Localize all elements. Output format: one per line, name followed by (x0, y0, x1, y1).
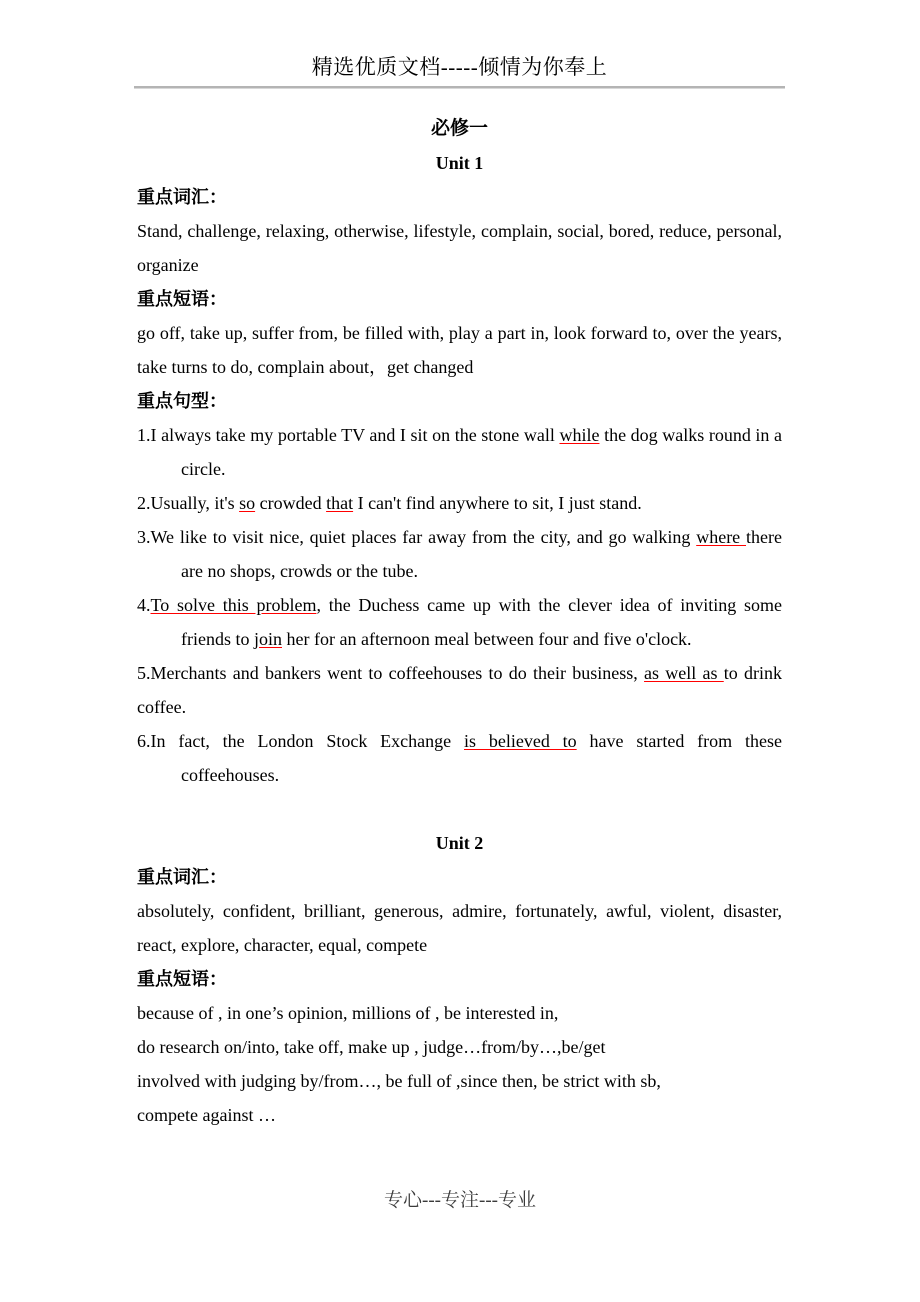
unit-2-phrases-list (137, 996, 782, 1132)
sentence-text-run: We like to visit nice, quiet places far away from the city, and go walking (150, 527, 697, 547)
highlighted-grammar-phrase: as well as (644, 663, 724, 683)
sentence-text-run: Merchants and bankers went to coffeehouses to do their business, (150, 663, 645, 683)
unit-1-sentence-list (137, 418, 782, 792)
unit-2-phrase-line-3: involved with judging by/from…, be full of ,since then, be strict with sb, (137, 1071, 661, 1091)
sentence-number: 3. (137, 527, 151, 547)
sentence-text-run: I can't find anywhere to sit, I just stand. (353, 493, 642, 513)
highlighted-grammar-phrase: that (326, 493, 354, 513)
unit-1-sentence-patterns-label: 重点句型： (137, 391, 227, 411)
unit-1-phrases-text: go off, take up, suffer from, be filled with, play a part in, look forward to, over the years, take turns to do, complain about，get changed (137, 323, 782, 377)
unit-1-vocabulary-text: Stand, challenge, relaxing, otherwise, lifestyle, complain, social, bored, reduce, personal, organize (137, 221, 782, 275)
document-body (137, 112, 782, 1132)
page-footer (0, 1186, 920, 1216)
header-divider (134, 86, 785, 89)
sentence-text-run: the dog walks round in a circle. (181, 425, 782, 479)
unit-2-vocabulary-text: absolutely, confident, brilliant, generous, admire, fortunately, awful, violent, disaster, react, explore, character, equal, compete (137, 901, 782, 955)
sentence-number: 2. (137, 493, 151, 513)
sentence-text-run: In fact, the London Stock Exchange (150, 731, 464, 751)
sentence-pattern-1 (137, 418, 782, 486)
sentence-text-run: crowded (255, 493, 327, 513)
document-title: 必修一 (430, 118, 488, 139)
highlighted-grammar-phrase: is believed to (464, 731, 577, 751)
sentence-text-run: have started from these coffeehouses. (181, 731, 782, 785)
sentence-number: 5. (137, 663, 151, 683)
sentence-pattern-4 (137, 588, 782, 656)
unit-2-phrase-line-1: because of , in one’s opinion, millions of , be interested in, (137, 1003, 559, 1023)
sentence-text-run: there are no shops, crowds or the tube. (181, 527, 782, 581)
sentence-pattern-6 (137, 724, 782, 792)
footer-text: 专心---专注---专业 (384, 1190, 536, 1211)
sentence-number: 1. (137, 425, 151, 445)
section-spacer (137, 792, 782, 826)
unit-1-heading: Unit 1 (435, 153, 484, 173)
sentence-pattern-3 (137, 520, 782, 588)
highlighted-grammar-phrase: where (696, 527, 747, 547)
highlighted-grammar-phrase: To solve this problem (150, 595, 317, 615)
unit-1-vocabulary-label: 重点词汇： (137, 187, 227, 207)
sentence-text-run: I always take my portable TV and I sit on the stone wall (150, 425, 560, 445)
unit-2-vocabulary-label: 重点词汇： (137, 867, 227, 887)
unit-2-heading: Unit 2 (435, 833, 484, 853)
unit-1-phrases-label: 重点短语： (137, 289, 227, 309)
sentence-number: 4. (137, 595, 151, 615)
sentence-pattern-5 (137, 656, 782, 724)
sentence-text-run: Usually, it's (150, 493, 240, 513)
page-header (134, 52, 785, 89)
header-banner-text: 精选优质文档-----倾情为你奉上 (311, 55, 608, 79)
highlighted-grammar-phrase: join (253, 629, 282, 649)
sentence-text-run: her for an afternoon meal between four and five o'clock. (282, 629, 692, 649)
sentence-number: 6. (137, 731, 151, 751)
sentence-text-run: to drink coffee. (137, 663, 782, 717)
sentence-text-run: , the Duchess came up with the clever idea of inviting some friends to (181, 595, 782, 649)
highlighted-grammar-phrase: while (559, 425, 600, 445)
unit-2-phrase-line-4: compete against … (137, 1105, 276, 1125)
unit-2-phrases-label: 重点短语： (137, 969, 227, 989)
sentence-pattern-2 (137, 486, 782, 520)
unit-2-phrase-line-2: do research on/into, take off, make up , judge…from/by…,be/get (137, 1037, 606, 1057)
highlighted-grammar-phrase: so (239, 493, 256, 513)
